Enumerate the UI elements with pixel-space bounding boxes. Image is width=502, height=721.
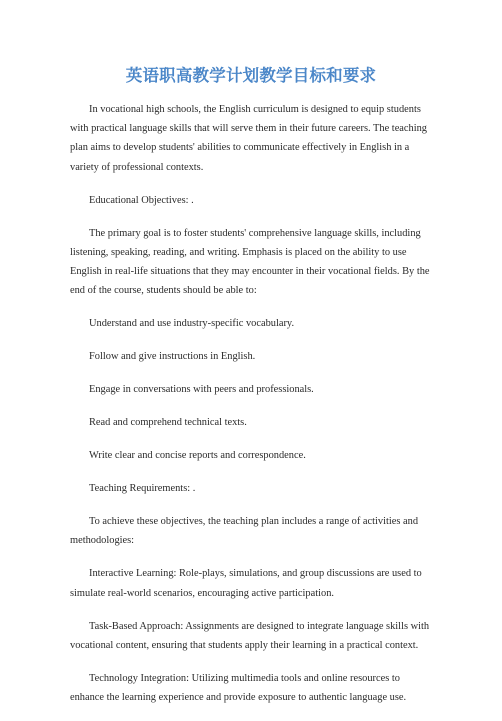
requirement-item: Task-Based Approach: Assignments are designed to integrate language skills with vocational content, ensuring that students apply their learning in a practical context. (70, 620, 430, 651)
document-title: 英语职高教学计划教学目标和要求 (125, 66, 377, 85)
document-body (70, 100, 436, 721)
requirement-item: Technology Integration: Utilizing multimedia tools and online resources to enhance the learning experience and provide exposure to authentic language use. (70, 672, 407, 704)
intro-paragraph: In vocational high schools, the English curriculum is designed to equip students with practical language skills that will serve them in their future careers. The teaching plan aims to develop students' abilities to communicate effectively in English in a variety of professional contexts. (70, 104, 428, 173)
requirement-item: Interactive Learning: Role-plays, simulations, and group discussions are used to simulate real-world scenarios, encouraging active participation. (70, 568, 422, 599)
requirements-paragraph: To achieve these objectives, the teaching plan includes a range of activities and methodologies: (70, 516, 419, 547)
objective-item: Understand and use industry-specific vocabulary. (89, 318, 295, 330)
objectives-paragraph: The primary goal is to foster students' comprehensive language skills, including listening, speaking, reading, and writing. Emphasis is placed on the ability to use English in real-life situations that they may encounter in their vocational fields. By the end of the course, students should be able to: (70, 227, 430, 297)
objective-item: Follow and give instructions in English. (89, 351, 256, 363)
objective-item: Engage in conversations with peers and professionals. (89, 384, 314, 396)
requirements-heading: Teaching Requirements: . (89, 483, 196, 495)
objective-item: Read and comprehend technical texts. (89, 417, 247, 429)
objectives-heading: Educational Objectives: . (89, 194, 194, 206)
objective-item: Write clear and concise reports and correspondence. (89, 450, 306, 462)
